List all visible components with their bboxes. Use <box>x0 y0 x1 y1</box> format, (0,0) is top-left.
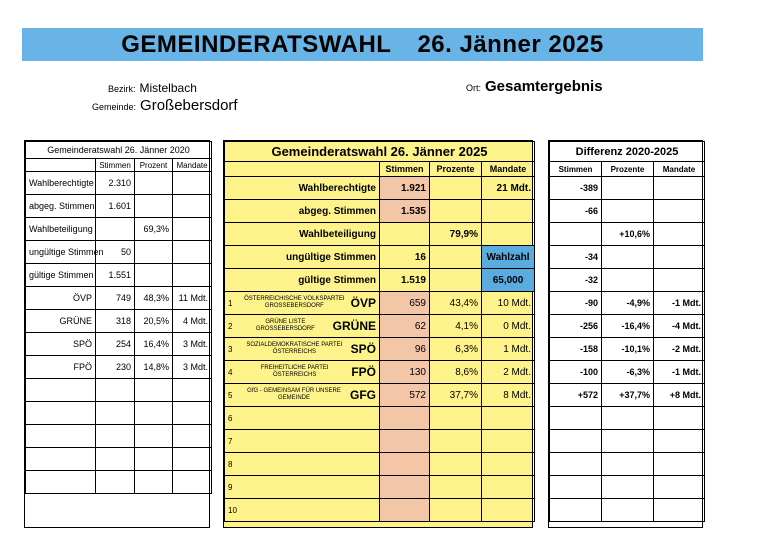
gemeinde-line <box>92 97 238 114</box>
cell: 254 <box>96 333 135 356</box>
cell <box>173 172 212 195</box>
cell <box>173 402 212 425</box>
banner-date: 26. Jänner 2025 <box>417 30 604 58</box>
prozente-cell <box>430 453 482 476</box>
table-row <box>26 241 212 264</box>
table-row <box>550 453 705 476</box>
stimmen-cell: 572 <box>380 384 430 407</box>
party-abbreviation: GFG <box>350 388 376 402</box>
cell <box>550 499 602 522</box>
cell <box>550 430 602 453</box>
cell <box>602 269 654 292</box>
cell <box>654 430 705 453</box>
cell <box>173 448 212 471</box>
party-info <box>228 506 376 515</box>
table-differenz-grid <box>549 141 705 522</box>
cell <box>654 246 705 269</box>
summary-row <box>225 246 535 269</box>
table-row <box>26 195 212 218</box>
column-header: Stimmen <box>380 162 430 177</box>
party-number: 4 <box>228 367 233 377</box>
cell: +37,7% <box>602 384 654 407</box>
stimmen-cell <box>380 407 430 430</box>
party-description: ÖSTERREICHISCHE VOLKSPARTEI GROSSEBERSDORF <box>244 296 345 309</box>
cell <box>602 453 654 476</box>
table-row <box>550 223 705 246</box>
party-info <box>228 437 376 446</box>
cell <box>602 499 654 522</box>
header-row <box>225 162 535 177</box>
party-abbreviation: GRÜNE <box>332 319 376 333</box>
cell <box>135 448 173 471</box>
cell: -4 Mdt. <box>654 315 705 338</box>
cell: -2 Mdt. <box>654 338 705 361</box>
cell <box>135 471 173 494</box>
table-row <box>550 499 705 522</box>
party-info <box>228 460 376 469</box>
header-row <box>550 162 705 177</box>
party-cell <box>225 338 380 361</box>
cell <box>173 264 212 287</box>
prozente-cell <box>430 407 482 430</box>
cell <box>654 499 705 522</box>
party-row <box>225 476 535 499</box>
row-label: GRÜNE <box>26 310 96 333</box>
table-row <box>550 200 705 223</box>
mandate-cell: 0 Mdt. <box>482 315 535 338</box>
prozente-cell <box>430 269 482 292</box>
party-row <box>225 338 535 361</box>
prozente-cell <box>430 499 482 522</box>
cell <box>135 172 173 195</box>
party-info <box>228 296 376 310</box>
table-2020 <box>24 140 210 528</box>
mandate-cell <box>482 430 535 453</box>
table-2020-grid <box>25 141 212 494</box>
cell: -1 Mdt. <box>654 292 705 315</box>
party-row <box>225 315 535 338</box>
party-row <box>225 499 535 522</box>
cell <box>135 379 173 402</box>
table-row <box>26 310 212 333</box>
table-row <box>26 333 212 356</box>
row-label: ÖVP <box>26 287 96 310</box>
cell <box>135 402 173 425</box>
stimmen-cell <box>380 476 430 499</box>
cell: 1.601 <box>96 195 135 218</box>
cell <box>96 379 135 402</box>
cell <box>173 379 212 402</box>
ort-line <box>466 78 603 95</box>
cell: -100 <box>550 361 602 384</box>
cell <box>135 195 173 218</box>
party-row <box>225 361 535 384</box>
cell <box>96 218 135 241</box>
summary-row <box>225 177 535 200</box>
column-header: Mandate <box>654 162 705 177</box>
party-info <box>228 342 376 356</box>
cell <box>550 476 602 499</box>
cell: -389 <box>550 177 602 200</box>
cell: 3 Mdt. <box>173 356 212 379</box>
table-2025 <box>223 140 533 528</box>
row-label: ungültige Stimmen <box>26 241 96 264</box>
cell <box>602 407 654 430</box>
prozente-cell <box>430 177 482 200</box>
bezirk-line <box>108 81 197 95</box>
row-label: abgeg. Stimmen <box>225 200 380 223</box>
summary-row <box>225 223 535 246</box>
row-label <box>26 402 96 425</box>
cell: -6,3% <box>602 361 654 384</box>
cell <box>550 407 602 430</box>
row-label <box>26 448 96 471</box>
party-cell <box>225 315 380 338</box>
party-description: FREIHEITLICHE PARTEI ÖSTERREICHS <box>260 365 329 378</box>
cell: 1.551 <box>96 264 135 287</box>
row-label: SPÖ <box>26 333 96 356</box>
table-2025-grid <box>224 141 535 522</box>
party-cell <box>225 476 380 499</box>
cell: -90 <box>550 292 602 315</box>
row-label: gültige Stimmen <box>26 264 96 287</box>
cell: 2.310 <box>96 172 135 195</box>
party-number: 2 <box>228 321 233 331</box>
mandate-cell: 21 Mdt. <box>482 177 535 200</box>
party-cell <box>225 361 380 384</box>
mandate-cell: Wahlzahl <box>482 246 535 269</box>
party-info <box>228 388 376 402</box>
cell <box>654 476 705 499</box>
cell: 50 <box>96 241 135 264</box>
table-row <box>550 407 705 430</box>
table-row <box>26 172 212 195</box>
cell <box>602 177 654 200</box>
cell: 318 <box>96 310 135 333</box>
party-info <box>228 365 376 379</box>
cell: 4 Mdt. <box>173 310 212 333</box>
mandate-cell: 8 Mdt. <box>482 384 535 407</box>
column-header <box>225 162 380 177</box>
party-cell <box>225 384 380 407</box>
party-number: 5 <box>228 390 233 400</box>
column-header: Mandate <box>482 162 535 177</box>
table-row <box>550 476 705 499</box>
column-header: Prozent <box>135 159 173 172</box>
summary-row <box>225 200 535 223</box>
row-label: Wahlbeteiligung <box>26 218 96 241</box>
party-cell <box>225 407 380 430</box>
cell <box>654 200 705 223</box>
table-row <box>550 361 705 384</box>
column-header: Stimmen <box>550 162 602 177</box>
prozente-cell: 8,6% <box>430 361 482 384</box>
stimmen-cell: 62 <box>380 315 430 338</box>
table-row <box>550 269 705 292</box>
cell <box>550 453 602 476</box>
party-number: 8 <box>228 459 233 469</box>
cell <box>654 453 705 476</box>
party-cell <box>225 499 380 522</box>
table-row <box>550 292 705 315</box>
cell: -34 <box>550 246 602 269</box>
cell <box>654 177 705 200</box>
row-label <box>26 471 96 494</box>
stimmen-cell: 16 <box>380 246 430 269</box>
party-row <box>225 292 535 315</box>
table-differenz-title: Differenz 2020-2025 <box>550 142 705 162</box>
table-row <box>26 402 212 425</box>
party-description: GfG - GEMEINSAM FÜR UNSERE GEMEINDE <box>247 388 341 401</box>
cell: -1 Mdt. <box>654 361 705 384</box>
table-row <box>550 246 705 269</box>
mandate-cell: 2 Mdt. <box>482 361 535 384</box>
cell: 69,3% <box>135 218 173 241</box>
row-label: FPÖ <box>26 356 96 379</box>
row-label: Wahlberechtigte <box>225 177 380 200</box>
bezirk-label: Bezirk: <box>108 84 136 94</box>
gemeinde-value: Großebersdorf <box>140 97 238 114</box>
mandate-cell <box>482 499 535 522</box>
prozente-cell: 4,1% <box>430 315 482 338</box>
table-row <box>26 471 212 494</box>
column-header: Prozente <box>430 162 482 177</box>
mandate-cell <box>482 453 535 476</box>
cell: +10,6% <box>602 223 654 246</box>
cell: 3 Mdt. <box>173 333 212 356</box>
mandate-cell: 1 Mdt. <box>482 338 535 361</box>
party-row <box>225 384 535 407</box>
row-label: Wahlberechtigte <box>26 172 96 195</box>
stimmen-cell <box>380 223 430 246</box>
table-row <box>26 448 212 471</box>
party-number: 6 <box>228 413 233 423</box>
party-number: 10 <box>228 505 237 515</box>
cell <box>173 241 212 264</box>
prozente-cell: 37,7% <box>430 384 482 407</box>
stimmen-cell: 1.519 <box>380 269 430 292</box>
table-row <box>26 425 212 448</box>
cell: -256 <box>550 315 602 338</box>
stimmen-cell: 1.921 <box>380 177 430 200</box>
row-label: ungültige Stimmen <box>225 246 380 269</box>
row-label: abgeg. Stimmen <box>26 195 96 218</box>
row-label <box>26 379 96 402</box>
party-abbreviation: FPÖ <box>351 365 376 379</box>
cell: 11 Mdt. <box>173 287 212 310</box>
party-number: 9 <box>228 482 233 492</box>
prozente-cell: 6,3% <box>430 338 482 361</box>
cell <box>602 430 654 453</box>
party-row <box>225 430 535 453</box>
cell <box>96 402 135 425</box>
cell: -16,4% <box>602 315 654 338</box>
cell: 230 <box>96 356 135 379</box>
cell <box>135 241 173 264</box>
table-row <box>550 384 705 407</box>
party-number: 7 <box>228 436 233 446</box>
stimmen-cell <box>380 499 430 522</box>
table-differenz <box>548 140 703 528</box>
cell <box>654 269 705 292</box>
cell <box>96 448 135 471</box>
page-banner <box>22 28 703 61</box>
cell: -66 <box>550 200 602 223</box>
cell <box>602 200 654 223</box>
cell: 14,8% <box>135 356 173 379</box>
table-row <box>550 430 705 453</box>
table-row <box>550 177 705 200</box>
bezirk-value: Mistelbach <box>139 81 197 95</box>
party-cell <box>225 292 380 315</box>
cell: 48,3% <box>135 287 173 310</box>
party-number: 1 <box>228 298 233 308</box>
party-cell <box>225 453 380 476</box>
summary-row <box>225 269 535 292</box>
cell <box>173 425 212 448</box>
party-description: SOZIALDEMOKRATISCHE PARTEI ÖSTERREICHS <box>246 342 343 355</box>
cell <box>602 246 654 269</box>
party-cell <box>225 430 380 453</box>
party-info <box>228 319 376 333</box>
cell <box>96 425 135 448</box>
cell: -4,9% <box>602 292 654 315</box>
ort-value: Gesamtergebnis <box>485 78 603 95</box>
mandate-cell: 10 Mdt. <box>482 292 535 315</box>
gemeinde-label: Gemeinde: <box>92 102 137 112</box>
party-row <box>225 407 535 430</box>
cell <box>135 425 173 448</box>
prozente-cell <box>430 476 482 499</box>
cell <box>173 218 212 241</box>
table-2020-title: Gemeinderatswahl 26. Jänner 2020 <box>26 142 212 159</box>
header-row <box>26 159 212 172</box>
stimmen-cell <box>380 430 430 453</box>
column-header: Prozente <box>602 162 654 177</box>
table-row <box>26 264 212 287</box>
prozente-cell <box>430 430 482 453</box>
cell <box>654 223 705 246</box>
stimmen-cell: 96 <box>380 338 430 361</box>
mandate-cell <box>482 200 535 223</box>
party-info <box>228 414 376 423</box>
cell: 749 <box>96 287 135 310</box>
table-row <box>26 287 212 310</box>
cell: -10,1% <box>602 338 654 361</box>
cell: +8 Mdt. <box>654 384 705 407</box>
stimmen-cell: 130 <box>380 361 430 384</box>
table-row <box>26 379 212 402</box>
cell <box>602 476 654 499</box>
cell <box>135 264 173 287</box>
column-header: Mandate <box>173 159 212 172</box>
party-info <box>228 483 376 492</box>
table-row <box>550 315 705 338</box>
cell: 16,4% <box>135 333 173 356</box>
party-number: 3 <box>228 344 233 354</box>
cell <box>654 407 705 430</box>
table-row <box>26 218 212 241</box>
cell: +572 <box>550 384 602 407</box>
mandate-cell <box>482 476 535 499</box>
party-abbreviation: SPÖ <box>350 342 376 356</box>
party-abbreviation: ÖVP <box>350 296 376 310</box>
mandate-cell: 65,000 <box>482 269 535 292</box>
stimmen-cell <box>380 453 430 476</box>
row-label: gültige Stimmen <box>225 269 380 292</box>
prozente-cell <box>430 200 482 223</box>
prozente-cell <box>430 246 482 269</box>
column-header: Stimmen <box>96 159 135 172</box>
mandate-cell <box>482 223 535 246</box>
cell: -158 <box>550 338 602 361</box>
party-description: GRÜNE LISTE GROSSEBERSDORF <box>255 319 315 332</box>
cell <box>173 471 212 494</box>
table-row <box>550 338 705 361</box>
table-row <box>26 356 212 379</box>
banner-title: GEMEINDERATSWAHL <box>121 30 392 58</box>
stimmen-cell: 659 <box>380 292 430 315</box>
row-label <box>26 425 96 448</box>
cell <box>550 223 602 246</box>
stimmen-cell: 1.535 <box>380 200 430 223</box>
row-label: Wahlbeteiligung <box>225 223 380 246</box>
column-header <box>26 159 96 172</box>
ort-label: Ort: <box>466 83 481 93</box>
prozente-cell: 79,9% <box>430 223 482 246</box>
cell: 20,5% <box>135 310 173 333</box>
table-2025-title: Gemeinderatswahl 26. Jänner 2025 <box>225 142 535 162</box>
cell <box>173 195 212 218</box>
cell <box>96 471 135 494</box>
mandate-cell <box>482 407 535 430</box>
prozente-cell: 43,4% <box>430 292 482 315</box>
party-row <box>225 453 535 476</box>
cell: -32 <box>550 269 602 292</box>
